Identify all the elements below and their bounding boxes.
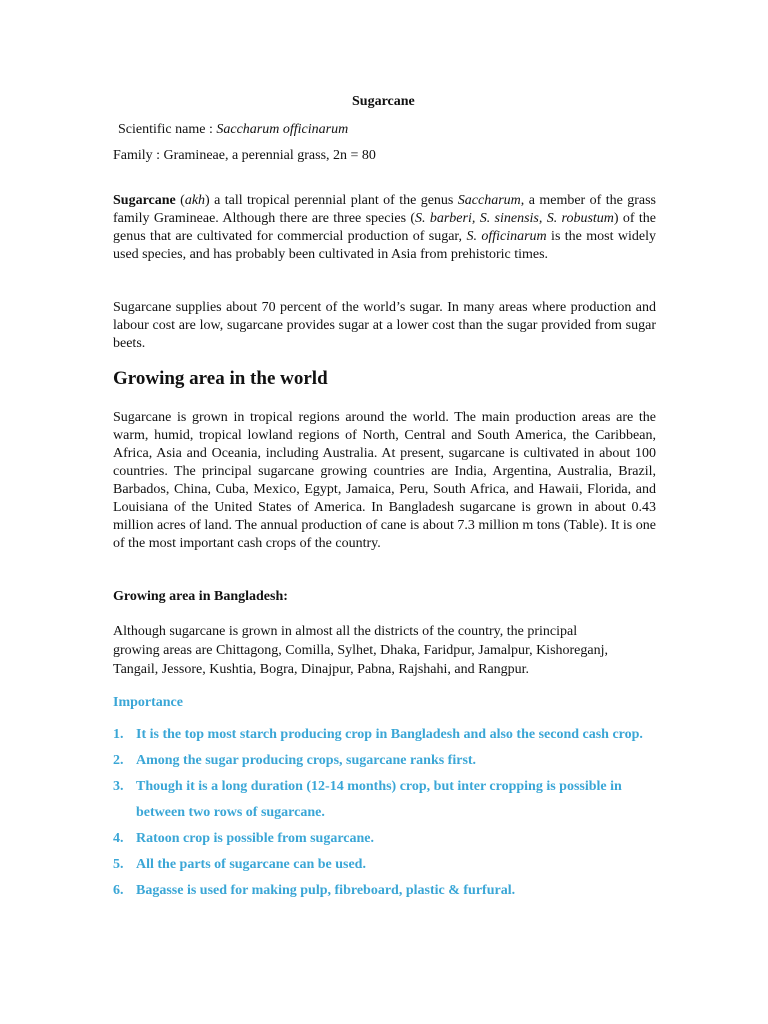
importance-item-text: Ratoon crop is possible from sugarcane.	[136, 831, 375, 846]
bangladesh-section-heading: Growing area in Bangladesh:	[113, 589, 288, 604]
scientific-name-label: Scientific name :	[118, 122, 217, 137]
supply-paragraph: Sugarcane supplies about 70 percent of the world’s sugar. In many areas where production and labour cost are low, sugarcane provides sugar at a lower cost than the sugar provided from sugar beets.	[113, 300, 656, 351]
intro-text: ) of the genus that are cultivated for commercial production of sugar,	[113, 211, 656, 244]
intro-species: S. barberi, S. sinensis, S. robustum	[415, 211, 614, 226]
importance-item-text: Bagasse is used for making pulp, fibreboard, plastic & furfural.	[136, 883, 516, 898]
importance-item-number: 2.	[113, 753, 124, 768]
intro-genus: Saccharum	[457, 193, 521, 208]
world-paragraph: Sugarcane is grown in tropical regions around the world. The main production areas are the warm, humid, tropical lowland regions of North, Central and South America, the Caribbean, Africa, Asia and Oceania, including Australia. At present, sugarcane is cultivated in about 100 countries. The principal sugarcane growing countries are India, Argentina, Australia, Brazil, Barbados, China, Cuba, Mexico, Egypt, Jamaica, Peru, South Africa, and Hawaii, Florida, and Louisiana of the United States of America. In Bangladesh sugarcane is grown in about 0.43 million acres of land. The annual production of cane is about 7.3 million m tons (Table). It is one of the most important cash crops of the country.	[113, 410, 656, 551]
importance-item	[113, 722, 658, 748]
importance-item-number: 6.	[113, 883, 124, 898]
intro-paragraph	[113, 192, 656, 264]
importance-list	[113, 722, 658, 904]
importance-item-text: All the parts of sugarcane can be used.	[136, 857, 366, 872]
importance-item-text: It is the top most starch producing crop in Bangladesh and also the second cash crop.	[136, 727, 643, 742]
intro-text: , a member of the grass family Gramineae. Although there are three species (	[113, 193, 656, 226]
importance-item-number: 4.	[113, 831, 124, 846]
intro-officinarum: S. officinarum	[466, 229, 547, 244]
intro-akh: akh	[184, 193, 206, 208]
document-title: Sugarcane	[352, 94, 415, 109]
importance-item	[113, 748, 658, 774]
scientific-name-value: Saccharum officinarum	[216, 122, 349, 137]
importance-item	[113, 774, 658, 826]
bangladesh-line-3: Tangail, Jessore, Kushtia, Bogra, Dinajpur, Pabna, Rajshahi, and Rangpur.	[113, 662, 530, 677]
importance-item-text: Among the sugar producing crops, sugarcane ranks first.	[136, 753, 477, 768]
importance-item	[113, 826, 658, 852]
intro-text: (	[175, 193, 185, 208]
importance-item-number: 3.	[113, 779, 124, 794]
intro-lead-term: Sugarcane	[113, 193, 176, 208]
world-section-heading: Growing area in the world	[113, 368, 328, 389]
scientific-name-line	[118, 122, 348, 138]
intro-text: ) a tall tropical perennial plant of the genus	[205, 193, 458, 208]
importance-item-number: 1.	[113, 727, 124, 742]
importance-item-text: Though it is a long duration (12-14 months) crop, but inter cropping is possible in between two rows of sugarcane.	[136, 779, 622, 820]
bangladesh-line-1: Although sugarcane is grown in almost all the districts of the country, the principal	[113, 624, 578, 639]
bangladesh-line-2: growing areas are Chittagong, Comilla, Sylhet, Dhaka, Faridpur, Jamalpur, Kishoreganj,	[113, 643, 608, 658]
family-line: Family : Gramineae, a perennial grass, 2n = 80	[113, 148, 376, 163]
intro-text: is the most widely used species, and has probably been cultivated in Asia from prehistoric times.	[113, 229, 656, 262]
importance-item-number: 5.	[113, 857, 124, 872]
importance-item	[113, 878, 658, 904]
importance-heading: Importance	[113, 695, 183, 710]
importance-item	[113, 852, 658, 878]
